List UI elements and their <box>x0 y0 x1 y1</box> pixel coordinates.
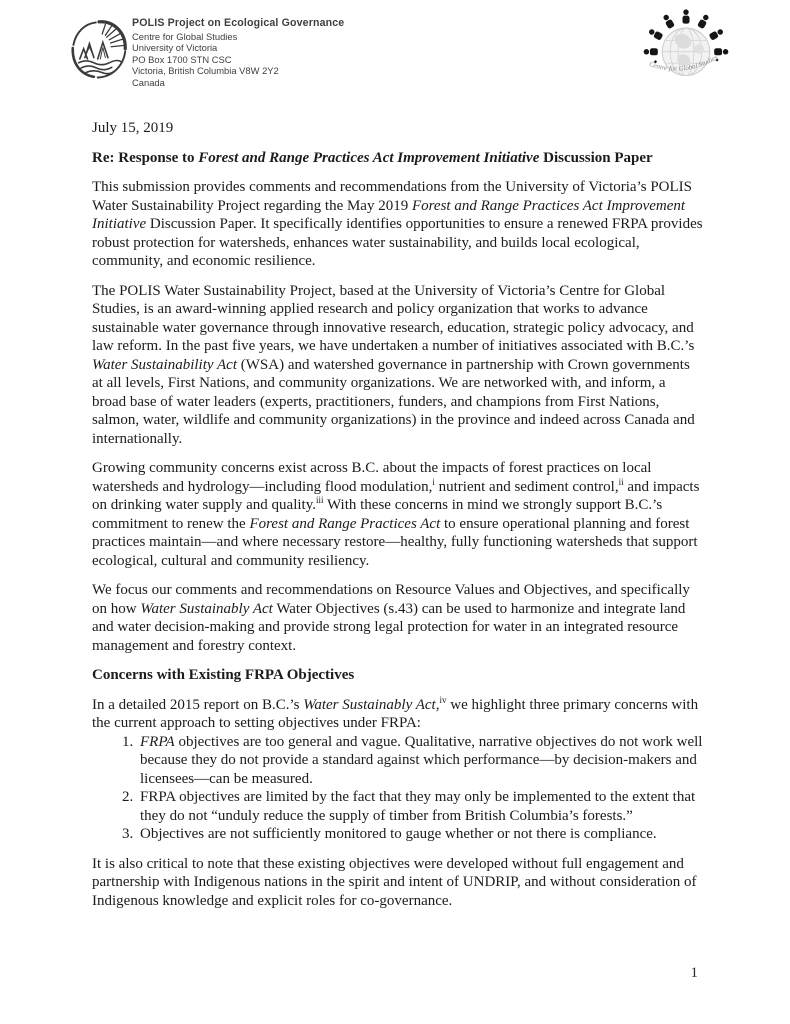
globe-with-people-logo-icon <box>632 6 740 94</box>
paragraph-community-concerns: Growing community concerns exist across B.C. about the impacts of forest practices on local watersheds and hydrology—including flood modulation,$^i$ nutrient and sediment control,$^{ii}$ and impacts on drinking water supply and quality.$^{iii}$ With these concerns in mind we strongly support B.C.’s commitment to renew the Forest and Range Practices Act to ensure operational planning and forest practices maintain—and where necessary restore—healthy, fully functioning watersheds that support ecological, cultural and community resiliency. <box>92 460 700 569</box>
concerns-list <box>92 733 703 844</box>
paragraph-closing: It is also critical to note that these existing objectives were developed without full engagement and partnership with Indigenous nations in the spirit and intent of UNDRIP, and without consideration of Indigenous knowledge and explicit roles for co-governance. <box>92 855 697 909</box>
polis-woodcut-logo-icon <box>67 13 131 87</box>
address-line: Canada <box>132 76 165 88</box>
letterhead-address-block <box>132 13 344 88</box>
paragraph-about-polis: The POLIS Water Sustainability Project, based at the University of Victoria’s Centre for Global Studies, is an award-winning applied research and policy organization that works to advance sustainable water governance through innovative research, education, strategic policy advocacy, and law reform. In the past five years, we have undertaken a number of initiatives associated with B.C.’s Water Sustainability Act (WSA) and watershed governance in partnership with Crown governments at all levels, First Nations, and community organizations. We are networked with, and inform, a broad base of water leaders (experts, practitioners, funders, and champions from First Nations, salmon, water, wildlife and community organizations) in the province and indeed across Canada and internationally. <box>92 282 695 447</box>
list-item: 2. FRPA objectives are limited by the fact that they may only be implemented to the extent that they do not “unduly reduce the supply of timber from British Columbia’s forests.” <box>137 788 703 825</box>
list-item: 3. Objectives are not sufficiently monitored to gauge whether or not there is compliance. <box>137 825 703 844</box>
address-line: Victoria, British Columbia V8W 2Y2 <box>132 65 279 77</box>
list-intro: In a detailed 2015 report on B.C.’s Water Sustainably Act,$^{iv}$ we highlight three primary concerns with the current approach to setting objectives under FRPA: <box>92 694 699 731</box>
list-item: 1. FRPA objectives are too general and vague. Qualitative, narrative objectives do not work well because they do not provide a standard against which performance—by decision-makers and licensees—can be measured. <box>137 733 703 789</box>
section-heading: Concerns with Existing FRPA Objectives <box>92 667 355 683</box>
date-line: July 15, 2019 <box>92 120 174 136</box>
letter-body <box>92 119 703 921</box>
cfgs-logo-label: Centre for Global Studies <box>648 53 720 73</box>
org-name: POLIS Project on Ecological Governance <box>132 17 345 29</box>
paragraph-focus: We focus our comments and recommendations on Resource Values and Objectives, and specifically on how Water Sustainably Act Water Objectives (s.43) can be used to harmonize and integrate land and water decision-making and provide strong legal protection for water in an integrated resource management and forestry context. <box>92 582 690 654</box>
address-line: University of Victoria <box>132 42 218 54</box>
address-line: PO Box 1700 STN CSC <box>132 53 232 65</box>
page-number: 1 <box>690 965 698 981</box>
letterhead <box>67 13 344 88</box>
subject-line: Re: Response to Forest and Range Practices Act Improvement Initiative Discussion Paper <box>92 149 653 166</box>
paragraph-intro: This submission provides comments and recommendations from the University of Victoria’s POLIS Water Sustainability Project regarding the May 2019 Forest and Range Practices Act Improvement Initiative Discussion Paper. It specifically identifies opportunities to ensure a renewed FRPA provides robust protection for watersheds, enhances water sustainability, and builds local ecological, community, and economic resilience. <box>92 179 703 269</box>
address-line: Centre for Global Studies <box>132 31 238 42</box>
